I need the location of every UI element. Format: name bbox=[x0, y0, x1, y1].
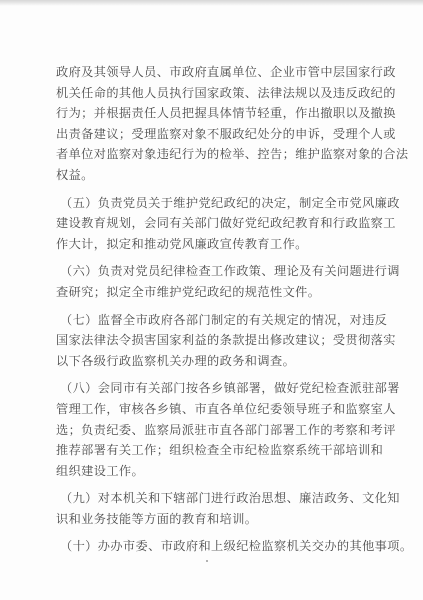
text-line: 以下各级行政监察机关办理的政务和调查。 bbox=[56, 353, 296, 368]
text-line: 选；负责纪委、监察局派驻市直各部门部署工作的考察和考评 bbox=[56, 422, 396, 437]
paragraph-item-10 bbox=[56, 536, 413, 557]
text-line: 组织建设工作。 bbox=[56, 463, 145, 478]
text-line: 建设教育规划，会同有关部门做好党纪政纪教育和行政监察工 bbox=[56, 216, 396, 231]
paragraph-item-5 bbox=[56, 193, 400, 255]
text-line: 者单位对监察对象违纪行为的检举、控告；维护监察对象的合法 bbox=[56, 147, 409, 162]
scan-edge-shadow bbox=[0, 0, 423, 6]
text-line: （八）会同市有关部门按各乡镇部署，做好党纪检查派驻部署 bbox=[60, 381, 400, 396]
text-line: 作大计，拟定和推动党风廉政宣传教育工作。 bbox=[56, 236, 308, 251]
text-line: （十）办办市委、市政府和上级纪检监察机关交办的其他事项。 bbox=[60, 539, 413, 554]
text-line: 管理工作，审核各乡镇、市直各单位纪委领导班子和监察室人 bbox=[56, 401, 396, 416]
text-line: （五）负责党员关于维护党纪政纪的决定，制定全市党风廉政 bbox=[60, 195, 400, 210]
text-line: 识和业务技能等方面的教育和培训。 bbox=[56, 511, 258, 526]
text-line: 出责备建议；受理监察对象不服政纪处分的申诉，受理个人或 bbox=[56, 126, 396, 141]
text-line: 政府及其领导人员、市政府直属单位、企业市管中层国家行政 bbox=[56, 65, 396, 79]
text-line: 国家法律法令损害国家利益的条款提出修改建议；受贯彻落实 bbox=[56, 333, 396, 348]
document-body bbox=[56, 62, 413, 557]
text-line: 行为；并根据责任人员把握具体情节轻重，作出撤职以及撤换 bbox=[56, 106, 396, 121]
paragraph-item-6 bbox=[56, 261, 400, 302]
text-line: 权益。 bbox=[56, 167, 94, 182]
text-line: （九）对本机关和下辖部门进行政治思想、廉洁政务、文化知 bbox=[60, 491, 400, 506]
page-mark bbox=[206, 560, 208, 562]
paragraph-item-8 bbox=[56, 378, 400, 481]
paragraph-item-7 bbox=[56, 310, 396, 372]
text-line: 查研究；拟定全市维护党纪政纪的规范性文件。 bbox=[56, 284, 321, 299]
text-line: （七）监督全市政府各部门制定的有关规定的情况，对违反 bbox=[60, 312, 388, 327]
paragraph-item-9 bbox=[56, 488, 400, 529]
text-line: 机关任命的其他人员执行国家政策、法律法规以及违反政纪的 bbox=[56, 85, 396, 100]
paragraph-duties bbox=[56, 62, 409, 186]
text-line: （六）负责对党员纪律检查工作政策、理论及有关问题进行调 bbox=[60, 264, 400, 279]
text-line: 推荐部署有关工作；组织检查全市纪检监察系统干部培训和 bbox=[56, 443, 384, 458]
